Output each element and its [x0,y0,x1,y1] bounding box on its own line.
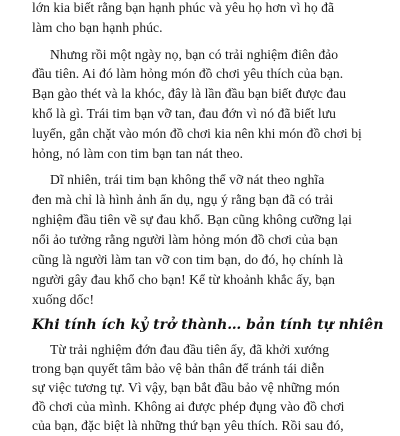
paragraph-2-line-5: luyến, gắn chặt vào món đồ chơi kia nên khi món đồ chơi bị [32,126,362,141]
paragraph-1-line-2: làm cho bạn hạnh phúc. [32,20,163,35]
paragraph-4-line-3: sự việc tương tự. Vì vậy, bạn bắt đầu bảo vệ những món [32,380,340,395]
paragraph-2-line-6: hỏng, nó làm con tim bạn tan nát theo. [32,146,244,161]
paragraph-2-line-1: Nhưng rồi một ngày nọ, bạn có trải nghiệm điên đảo [50,47,339,62]
paragraph-4-line-2: trong bạn quyết tâm bảo vệ bản thân để tránh tái diễn [32,361,325,376]
paragraph-3-line-2: đen mà chỉ là hình ảnh ẩn dụ, ngụ ý rằng bạn đã có trải [32,192,334,207]
paragraph-3-line-1: Dĩ nhiên, trái tim bạn không thể vỡ nát theo nghĩa [50,172,325,187]
paragraph-3-line-3: nghiệm đầu tiên về sự đau khổ. Bạn cũng không cưỡng lại [32,212,352,227]
paragraph-4-line-4: đồ chơi của mình. Không ai được phép đụng vào đồ chơi [32,399,345,414]
paragraph-1-line-1: lớn kia biết rằng bạn hạnh phúc và yêu họ hơn vì họ đã [32,0,335,15]
paragraph-3-line-4: nổi ảo tưởng rằng người làm hỏng món đồ chơi của bạn [32,232,338,247]
paragraph-4-line-5: của bạn, đặc biệt là những thứ bạn yêu thích. Rồi sau đó, [32,418,344,433]
paragraph-2-line-4: khổ là gì. Trái tim bạn vỡ tan, đau đớn vì nó đã biết lưu [32,106,336,121]
paragraph-2-line-2: đầu tiên. Ai đó làm hỏng món đồ chơi yêu thích của bạn. [32,66,344,81]
paragraph-4-line-1: Từ trải nghiệm đớn đau đầu tiên ấy, đã khởi xướng [50,342,330,357]
paragraph-3-line-6: người gây đau khổ cho bạn! Kể từ khoảnh khắc ấy, bạn [32,272,335,287]
paragraph-3-line-7: xuống dốc! [32,292,95,307]
paragraph-2-line-3: Bạn gào thét và la khóc, đây là lần đầu bạn biết được đau [32,86,347,101]
paragraph-3-line-5: cũng là người làm tan vỡ con tim bạn, do đó, họ chính là [32,252,344,267]
section-heading: Khi tính ích kỷ trở thành… bản tính tự nhiên [32,317,384,333]
